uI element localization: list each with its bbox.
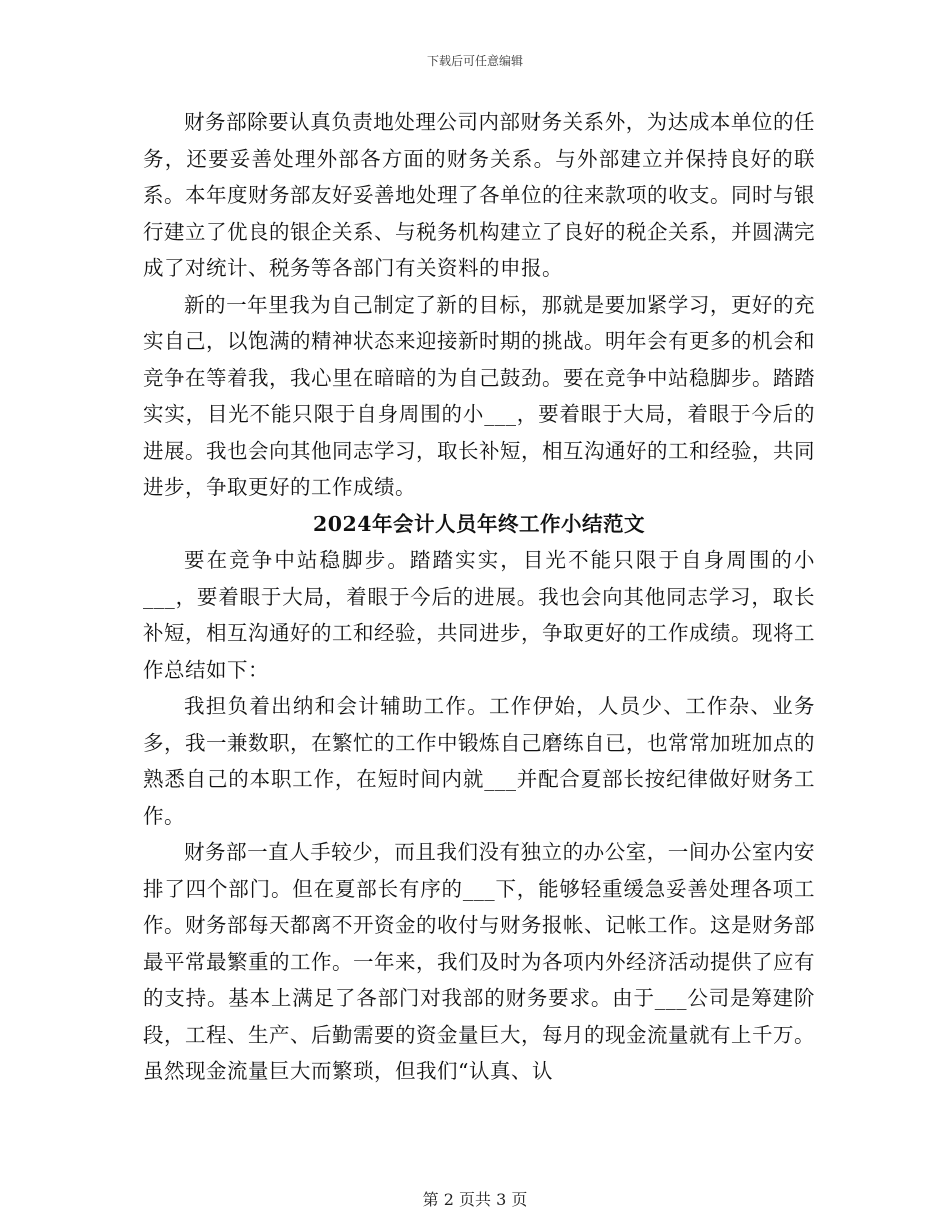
paragraph-cashier-duties: 我担负着出纳和会计辅助工作。工作伊始，人员少、工作杂、业务多，我一兼数职，在繁忙的工作中锻炼自己磨练自已，也常常加班加点的熟悉自己的本职工作，在短时间内就___并配合夏部长按纪律做好财务工作。 xyxy=(143,694,815,828)
paragraph-external-relations: 财务部除要认真负责地处理公司内部财务关系外，为达成本单位的任务，还要妥善处理外部各方面的财务关系。与外部建立并保持良好的联系。本年度财务部友好妥善地处理了各单位的往来款项的收支。同时与银行建立了优良的银企关系、与税务机构建立了良好的税企关系，并圆满完成了对统计、税务等各部门有关资料的申报。 xyxy=(143,110,815,280)
section-title: 2024年会计人员年终工作小结范文 xyxy=(312,511,646,536)
page-header: 下载后可任意编辑 xyxy=(426,54,523,68)
document-body xyxy=(143,104,815,1090)
paragraph-summary-intro: 要在竞争中站稳脚步。踏踏实实，目光不能只限于自身周围的小___，要着眼于大局，着眼于今后的进展。我也会向其他同志学习，取长补短，相互沟通好的工和经验，共同进步，争取更好的工作成绩。现将工作总结如下： xyxy=(143,548,815,682)
paragraph-department-work: 财务部一直人手较少，而且我们没有独立的办公室，一间办公室内安排了四个部门。但在夏部长有序的___下，能够轻重缓急妥善处理各项工作。财务部每天都离不开资金的收付与财务报帐、记帐工作。这是财务部最平常最繁重的工作。一年来，我们及时为各项内外经济活动提供了应有的支持。基本上满足了各部门对我部的财务要求。由于___公司是筹建阶段，工程、生产、后勤需要的资金量巨大，每月的现金流量就有上千万。虽然现金流量巨大而繁琐，但我们“认真、认 xyxy=(143,840,815,1083)
paragraph-new-year-goals: 新的一年里我为自己制定了新的目标，那就是要加紧学习，更好的充实自己，以饱满的精神状态来迎接新时期的挑战。明年会有更多的机会和竞争在等着我，我心里在暗暗的为自己鼓劲。要在竞争中站稳脚步。踏踏实实，目光不能只限于自身周围的小___，要着眼于大局，着眼于今后的进展。我也会向其他同志学习，取长补短，相互沟通好的工和经验，共同进步，争取更好的工作成绩。 xyxy=(143,292,815,499)
page-footer: 第 2 页共 3 页 xyxy=(422,1190,528,1209)
